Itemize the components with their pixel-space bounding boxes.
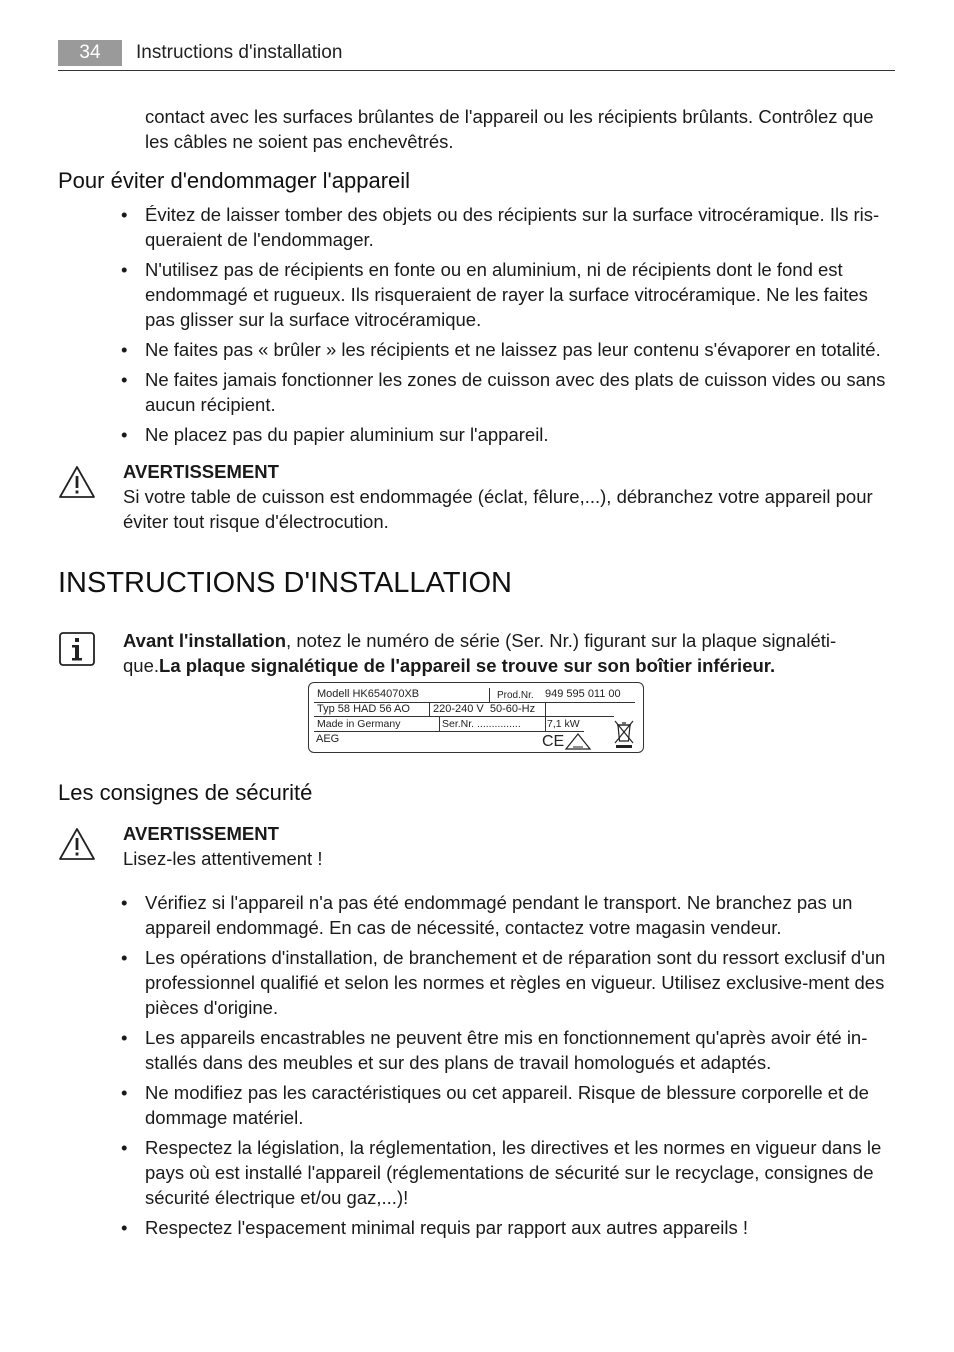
section-heading-damage: Pour éviter d'endommager l'appareil [58,168,411,193]
warning-title: AVERTISSEMENT [123,823,279,844]
intro-line-2: les câbles ne soient pas enchevêtrés. [145,131,454,152]
list-item: • Vérifiez si l'appareil n'a pas été endommagé pendant le transport. Ne branchez pas un appareil endommagé. En cas de nécessité, contactez votre magasin vendeur. [145,890,895,940]
list-item: • N'utilisez pas de récipients en fonte ou en aluminium, ni de récipients dont le fond est endommagé et rugueux. Ils risqueraient de rayer la surface vitrocéramique. Ne les faites pas glisser sur la surface vitrocéramique. [145,257,895,332]
header-rule [58,70,895,71]
main-heading: INSTRUCTIONS D'INSTALLATION [58,567,513,599]
warning-title: AVERTISSEMENT [123,461,279,482]
info-icon [58,631,96,667]
list-item: • Les opérations d'installation, de branchement et de réparation sont du ressort exclusif d'un professionnel qualifié et selon les normes et règles en vigueur. Utilisez exclusive-ment des pièces d'origine. [145,945,895,1020]
info-bold-start: Avant l'installation [123,630,287,651]
warning-text: Si votre table de cuisson est endommagée (éclat, fêlure,...), débranchez votre appareil pour éviter tout risque d'électrocution. [123,486,873,532]
plate-prodnr: 949 595 011 00 [545,688,621,700]
plate-rule [314,716,614,717]
plate-type: Typ 58 HAD 56 AO [317,703,410,715]
plate-made-in: Made in Germany [317,718,401,730]
warning-triangle-icon [58,464,96,500]
plate-divider [429,702,430,716]
page-number: 34 [58,40,122,66]
plate-sernr: Ser.Nr. ............... [442,718,521,730]
warning-text: Lisez-les attentivement ! [123,848,323,869]
plate-rule [314,731,584,732]
plate-divider [489,688,490,702]
safety-list [145,890,895,1245]
plate-divider [439,716,440,731]
list-item: • Ne modifiez pas les caractéristiques ou cet appareil. Risque de blessure corporelle et de dommage matériel. [145,1080,895,1130]
list-item: • Respectez l'espacement minimal requis par rapport aux autres appareils ! [145,1215,895,1240]
info-paragraph [123,628,863,678]
intro-line-1: contact avec les surfaces brûlantes de l'appareil ou les récipients brûlants. Contrôlez que [145,106,874,127]
crossed-bin-icon [613,719,635,749]
list-item: • Évitez de laisser tomber des objets ou des récipients sur la surface vitrocéramique. Ils ris-queraient de l'endommager. [145,202,895,252]
intro-paragraph [145,104,905,154]
plate-model: Modell HK654070XB [317,688,420,700]
rating-plate [308,682,644,753]
warning-triangle-icon [58,826,96,862]
vde-mark-icon [565,733,591,751]
plate-ce-mark: CE [542,733,565,750]
plate-brand: AEG [316,733,340,745]
info-bold-end: La plaque signalétique de l'appareil se trouve sur son boîtier inférieur. [159,655,776,676]
damage-list [145,202,895,452]
plate-power: 7,1 kW [547,718,580,730]
plate-voltage: 220-240 V 50-60-Hz [433,703,536,715]
list-item: • Ne faites jamais fonctionner les zones de cuisson avec des plats de cuisson vides ou sans aucun récipient. [145,367,895,417]
list-item: • Respectez la législation, la réglementation, les directives et les normes en vigueur dans le pays où est installé l'appareil (réglementations de sécurité sur le recyclage, consignes de sécurité électrique et/ou gaz,...)! [145,1135,895,1210]
plate-prodnr-label: Prod.Nr. [497,690,534,701]
plate-divider [545,702,546,732]
info-normal-text: , notez le numéro de série (Ser. Nr.) figurant sur la plaque signaléti-que. [123,630,837,676]
section-heading-safety: Les consignes de sécurité [58,780,313,805]
list-item: • Ne placez pas du papier aluminium sur l'appareil. [145,422,895,447]
list-item: • Les appareils encastrables ne peuvent être mis en fonctionnement qu'après avoir été in-stallés dans des meubles et sur des plans de travail homologués et adaptés. [145,1025,895,1075]
running-header-title: Instructions d'installation [136,42,343,63]
list-item: • Ne faites pas « brûler » les récipients et ne laissez pas leur contenu s'évaporer en totalité. [145,337,895,362]
